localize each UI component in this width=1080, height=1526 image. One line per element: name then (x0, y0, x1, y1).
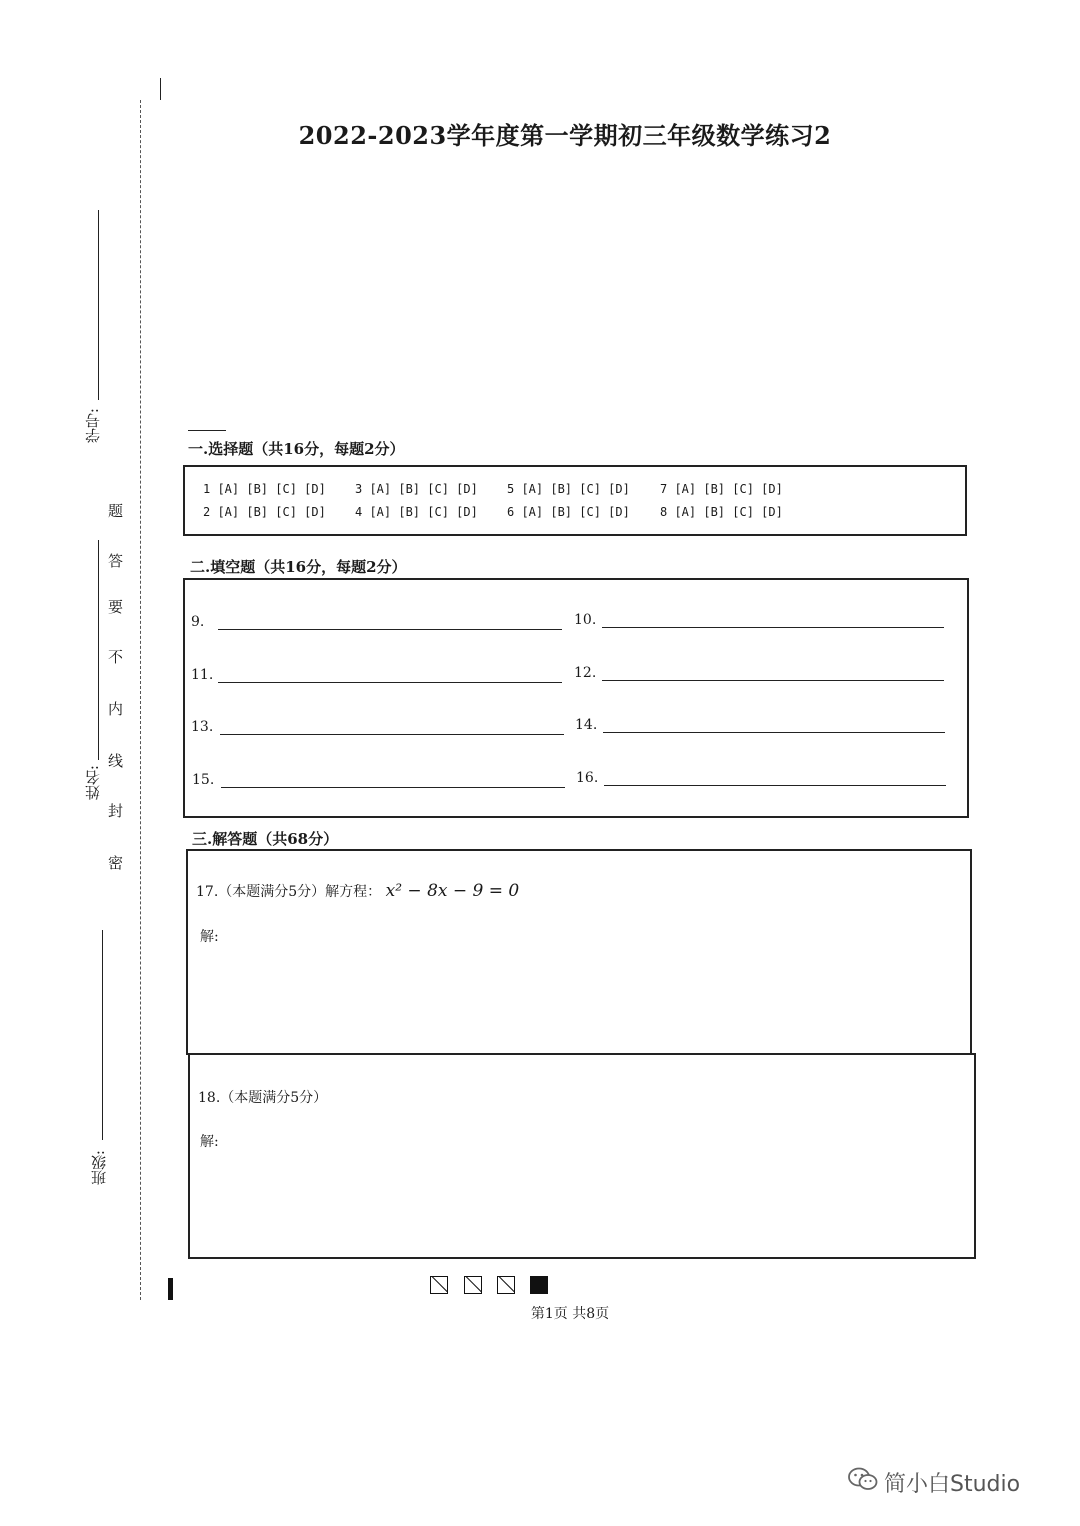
section3-heading: 三.解答题（共68分） (192, 830, 339, 848)
q18-prompt: 18.（本题满分5分） (198, 1090, 328, 1106)
blank-14-line[interactable] (603, 732, 945, 733)
page-marker-box-filled (530, 1276, 548, 1294)
choice-q1[interactable]: 1 [A] [B] [C] [D] (203, 482, 326, 496)
blank-number: 9. (191, 614, 205, 630)
page-info: 第1页 共8页 (530, 1306, 610, 1322)
blank-number: 11. (191, 667, 214, 683)
choice-q6[interactable]: 6 [A] [B] [C] [D] (507, 505, 630, 519)
blank-12-line[interactable] (602, 680, 944, 681)
section2-heading: 二.填空题（共16分，每题2分） (190, 558, 407, 576)
choice-q5[interactable]: 5 [A] [B] [C] [D] (507, 482, 630, 496)
blank-11-line[interactable] (218, 682, 562, 683)
q17-answer-box[interactable] (186, 849, 972, 1055)
class-label: 班级: (90, 1150, 108, 1186)
blank-16-line[interactable] (604, 785, 946, 786)
blank-number: 15. (192, 772, 215, 788)
short-rule (188, 430, 226, 431)
bottom-tick-mark (168, 1278, 173, 1300)
seal-char: 密 (108, 854, 124, 872)
top-tick-mark (160, 78, 161, 100)
blank-number: 14. (575, 717, 598, 733)
student-id-line (98, 210, 99, 400)
page-marker-box (497, 1276, 515, 1294)
seal-char: 答 (108, 552, 124, 570)
seal-char: 封 (108, 802, 124, 820)
blank-number: 13. (191, 719, 214, 735)
choice-q2[interactable]: 2 [A] [B] [C] [D] (203, 505, 326, 519)
seal-char: 线 (108, 752, 124, 770)
student-id-label: 学号: (84, 408, 102, 444)
name-line (98, 540, 99, 760)
blank-number: 16. (576, 770, 599, 786)
q17-prefix: 17.（本题满分5分）解方程： (196, 884, 382, 900)
section1-heading: 一.选择题（共16分，每题2分） (188, 440, 405, 458)
page-marker-box (464, 1276, 482, 1294)
blank-number: 10. (574, 612, 597, 628)
seal-char: 要 (108, 598, 124, 616)
class-line (102, 930, 103, 1140)
blank-number: 12. (574, 665, 597, 681)
blank-9-line[interactable] (218, 629, 562, 630)
choice-q3[interactable]: 3 [A] [B] [C] [D] (355, 482, 478, 496)
q17-equation: x² − 8x − 9 = 0 (385, 881, 520, 901)
q18-answer-box[interactable] (188, 1053, 976, 1259)
q18-answer-label: 解: (200, 1134, 219, 1150)
q17-prompt (196, 881, 519, 901)
blank-13-line[interactable] (220, 734, 564, 735)
q17-answer-label: 解: (200, 929, 219, 945)
multiple-choice-box (183, 465, 967, 536)
wechat-icon (848, 1466, 878, 1498)
name-label: 姓名: (84, 765, 102, 801)
seal-char: 不 (108, 648, 124, 666)
exam-title: 2022-2023学年度第一学期初三年级数学练习2 (298, 121, 832, 150)
choice-q7[interactable]: 7 [A] [B] [C] [D] (660, 482, 783, 496)
watermark-text: 简小白Studio (884, 1471, 1021, 1497)
seal-char: 题 (108, 502, 124, 520)
binding-dashed-line (140, 100, 141, 1300)
blank-10-line[interactable] (602, 627, 944, 628)
page-marker-box (430, 1276, 448, 1294)
watermark (848, 1466, 1020, 1498)
choice-q8[interactable]: 8 [A] [B] [C] [D] (660, 505, 783, 519)
choice-q4[interactable]: 4 [A] [B] [C] [D] (355, 505, 478, 519)
blank-15-line[interactable] (221, 787, 565, 788)
seal-char: 内 (108, 700, 124, 718)
